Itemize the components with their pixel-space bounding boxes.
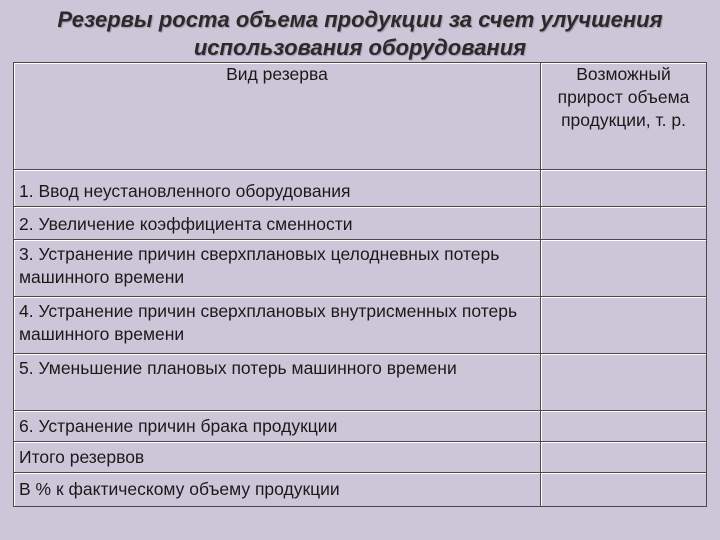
row-label: 3. Устранение причин сверхплановых целодневных потерь машинного времени xyxy=(14,240,541,297)
reserves-table xyxy=(13,62,707,507)
row-label: 5. Уменьшение плановых потерь машинного времени xyxy=(14,354,541,411)
row-label: 4. Устранение причин сверхплановых внутрисменных потерь машинного времени xyxy=(14,297,541,354)
row-value-cell xyxy=(541,411,707,442)
table-row xyxy=(14,411,707,442)
header-possible-growth: Возможный прирост объема продукции, т. р. xyxy=(541,63,707,170)
title-line-2: использования оборудования xyxy=(193,35,527,60)
table-row xyxy=(14,207,707,240)
row-value-cell xyxy=(541,354,707,411)
table-row xyxy=(14,170,707,207)
table-row xyxy=(14,442,707,473)
table-row xyxy=(14,240,707,297)
table-row xyxy=(14,473,707,507)
table-header-row xyxy=(14,63,707,170)
header-reserve-type: Вид резерва xyxy=(14,63,541,170)
row-label: Итого резервов xyxy=(14,442,541,473)
row-value-cell xyxy=(541,442,707,473)
row-value-cell xyxy=(541,473,707,507)
table-row xyxy=(14,354,707,411)
row-value-cell xyxy=(541,240,707,297)
row-label: 6. Устранение причин брака продукции xyxy=(14,411,541,442)
row-value-cell xyxy=(541,207,707,240)
row-label: 1. Ввод неустановленного оборудования xyxy=(14,170,541,207)
row-label: 2. Увеличение коэффициента сменности xyxy=(14,207,541,240)
page-title xyxy=(0,6,720,62)
title-line-1: Резервы роста объема продукции за счет улучшения xyxy=(57,7,663,32)
table-row xyxy=(14,297,707,354)
row-label: В % к фактическому объему продукции xyxy=(14,473,541,507)
row-value-cell xyxy=(541,297,707,354)
row-value-cell xyxy=(541,170,707,207)
